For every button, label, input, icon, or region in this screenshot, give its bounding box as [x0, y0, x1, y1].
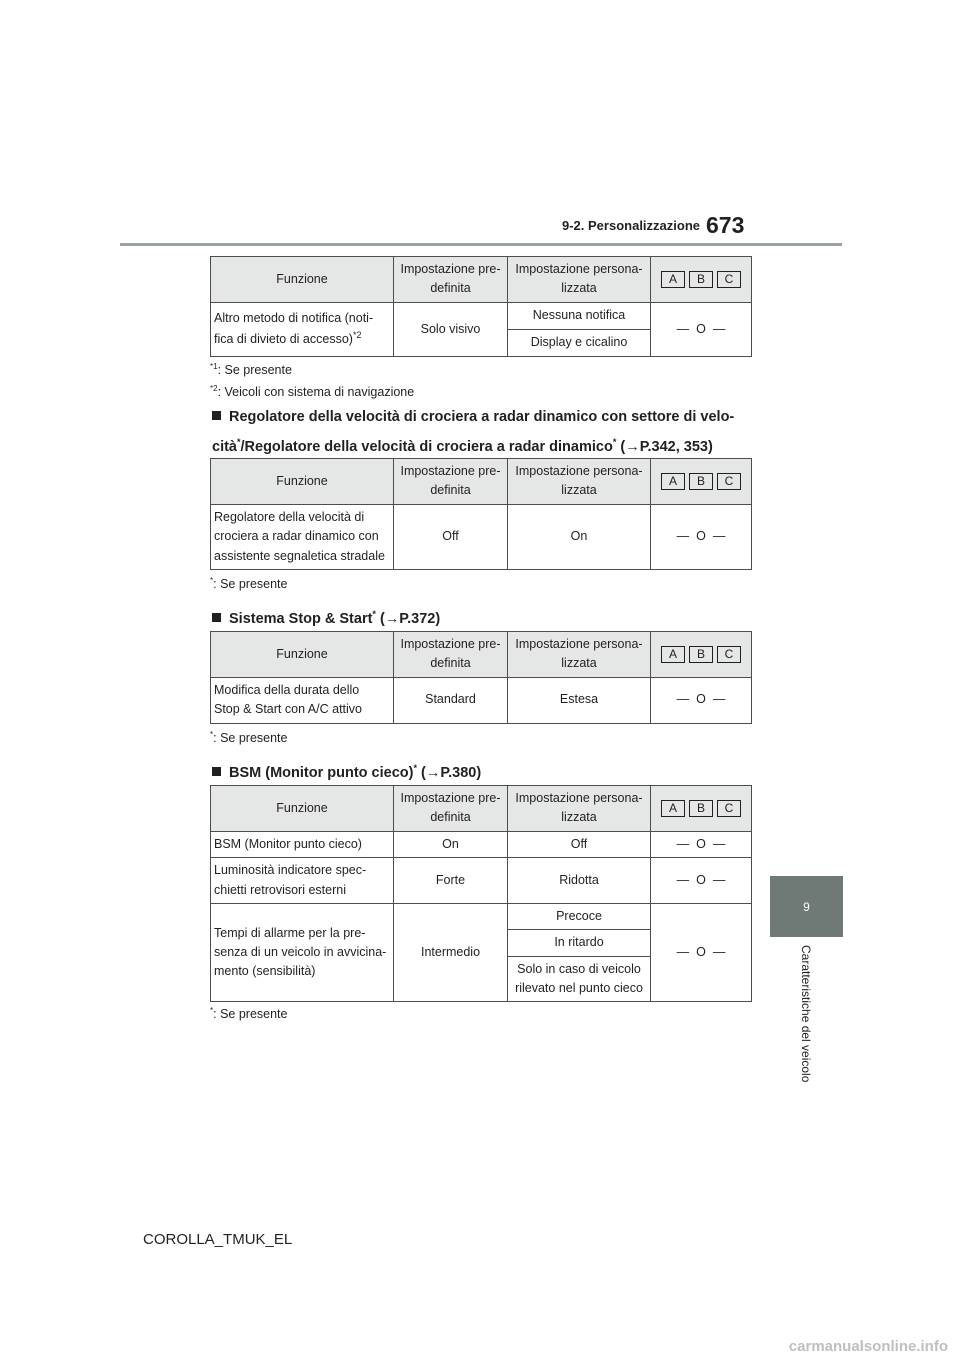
page-number: 673: [706, 212, 745, 238]
default-cell: Solo visivo: [394, 302, 508, 356]
function-cell: Regolatore della velocità di crociera a radar dinamico con assistente segnaletica stradale: [211, 504, 394, 569]
table-row: [211, 302, 752, 329]
col-b-label: B: [689, 800, 713, 817]
chapter-tab[interactable]: [770, 876, 843, 937]
abc-cell: — O —: [651, 677, 752, 723]
abc-cell: — O —: [651, 504, 752, 569]
header-abc: [651, 459, 752, 505]
section-heading: 9-2. Personalizzazione: [562, 218, 700, 233]
header-abc: [651, 257, 752, 303]
footnote-2: $^{*2}$: Veicoli con sistema di navigazione: [210, 384, 415, 400]
custom-cell: Estesa: [508, 677, 651, 723]
header-custom: Impostazione persona- lizzata: [508, 257, 651, 303]
header-funzione: Funzione: [211, 257, 394, 303]
section-title-stop-start: Sistema Stop & Start* (→P.372): [212, 602, 440, 632]
bullet-square: [212, 767, 221, 776]
table-row: [211, 677, 752, 723]
chapter-title-text: Caratteristiche del veicolo: [799, 945, 813, 1083]
abc-cell: — O —: [651, 302, 752, 356]
header-funzione: Funzione: [211, 632, 394, 678]
col-a-label: A: [661, 800, 685, 817]
table-regolatore-velocita: [210, 458, 752, 570]
header-default: Impostazione pre- definita: [394, 459, 508, 505]
footnote-3: *: Se presente: [210, 576, 288, 592]
custom-option-cell: Nessuna notifica: [508, 302, 651, 329]
table-header-row: [211, 786, 752, 832]
header-divider: [120, 243, 842, 246]
table-row: [211, 903, 752, 929]
table-row: [211, 858, 752, 904]
header-abc: [651, 786, 752, 832]
table-altro-metodo-notifica: [210, 256, 752, 357]
header-funzione: Funzione: [211, 459, 394, 505]
abc-cell: — O —: [651, 858, 752, 904]
col-b-label: B: [689, 271, 713, 288]
bullet-square: [212, 613, 221, 622]
custom-option-cell: In ritardo: [508, 930, 651, 956]
custom-option-cell: Solo in caso di veicolo rilevato nel punto cieco: [508, 956, 651, 1002]
custom-cell: Ridotta: [508, 858, 651, 904]
default-cell: Forte: [394, 858, 508, 904]
table-header-row: [211, 632, 752, 678]
abc-cell: — O —: [651, 903, 752, 1002]
header-funzione: Funzione: [211, 786, 394, 832]
header-default: Impostazione pre- definita: [394, 786, 508, 832]
chapter-title: [796, 945, 816, 1110]
header-default: Impostazione pre- definita: [394, 632, 508, 678]
col-a-label: A: [661, 473, 685, 490]
col-c-label: C: [717, 800, 741, 817]
function-cell: Luminosità indicatore spec- chietti retrovisori esterni: [211, 858, 394, 904]
col-c-label: C: [717, 473, 741, 490]
default-cell: Off: [394, 504, 508, 569]
table-row: [211, 504, 752, 569]
col-c-label: C: [717, 646, 741, 663]
function-cell: Tempi di allarme per la pre- senza di un veicolo in avvicina- mento (sensibilità): [211, 903, 394, 1002]
table-header-row: [211, 257, 752, 303]
table-stop-start: [210, 631, 752, 724]
custom-cell: On: [508, 504, 651, 569]
col-b-label: B: [689, 646, 713, 663]
chapter-number: 9: [803, 899, 810, 914]
footnote-5: *: Se presente: [210, 1006, 288, 1022]
footnote-1: $^{*1}$: Se presente: [210, 362, 292, 378]
col-c-label: C: [717, 271, 741, 288]
custom-cell: Off: [508, 831, 651, 857]
default-cell: Intermedio: [394, 903, 508, 1002]
col-a-label: A: [661, 646, 685, 663]
header-custom: Impostazione persona- lizzata: [508, 786, 651, 832]
custom-option-cell: Precoce: [508, 903, 651, 929]
header-abc: [651, 632, 752, 678]
footnote-4: *: Se presente: [210, 730, 288, 746]
watermark: carmanualsonline.info: [788, 1338, 948, 1355]
default-cell: On: [394, 831, 508, 857]
default-cell: Standard: [394, 677, 508, 723]
table-row: [211, 831, 752, 857]
bullet-square: [212, 411, 221, 420]
function-cell: Altro metodo di notifica (noti- fica di divieto di accesso)$^{*2}$: [211, 302, 394, 356]
table-bsm: [210, 785, 752, 1002]
col-b-label: B: [689, 473, 713, 490]
custom-option-cell: Display e cicalino: [508, 329, 651, 356]
footer-model-code: COROLLA_TMUK_EL: [143, 1231, 293, 1248]
function-cell: BSM (Monitor punto cieco): [211, 831, 394, 857]
header-custom: Impostazione persona- lizzata: [508, 632, 651, 678]
section-title-regolatore: Regolatore della velocità di crociera a radar dinamico con settore di velo- cità*/Regolatore della velocità di crociera a radar dinamico* (→P.342, 353): [212, 409, 735, 455]
col-a-label: A: [661, 271, 685, 288]
header-custom: Impostazione persona- lizzata: [508, 459, 651, 505]
abc-cell: — O —: [651, 831, 752, 857]
table-header-row: [211, 459, 752, 505]
section-title-bsm: BSM (Monitor punto cieco)* (→P.380): [212, 756, 481, 786]
header-default: Impostazione pre- definita: [394, 257, 508, 303]
function-cell: Modifica della durata dello Stop & Start con A/C attivo: [211, 677, 394, 723]
